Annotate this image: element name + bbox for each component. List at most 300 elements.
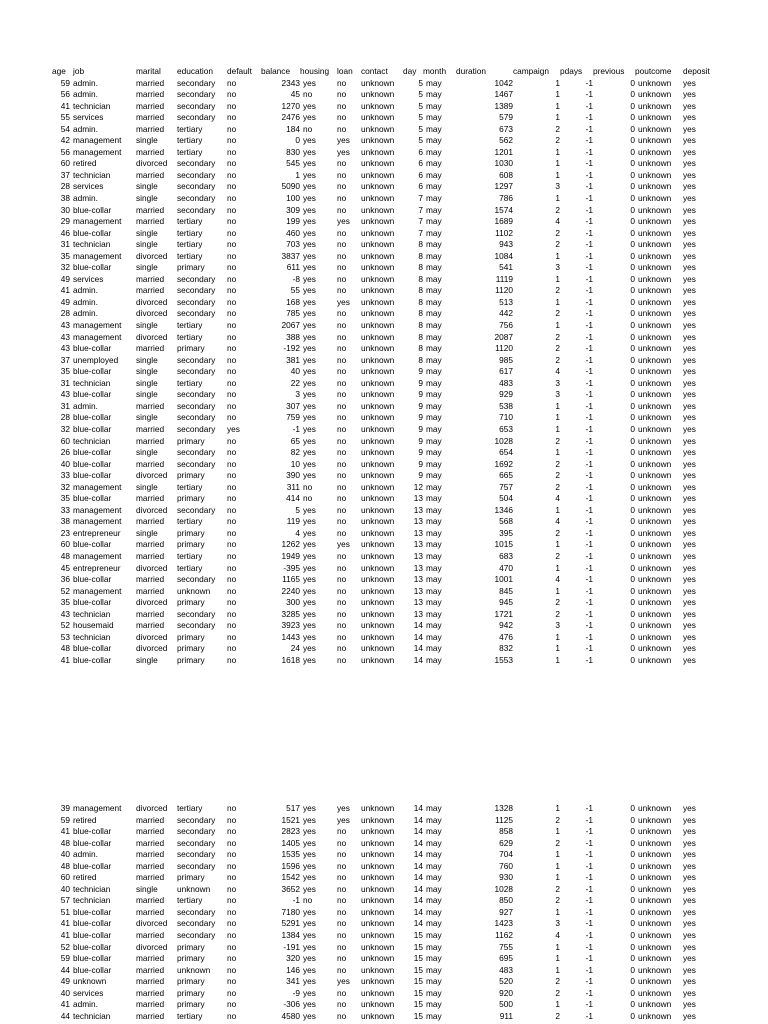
cell-duration: 1028 [494, 883, 513, 894]
table-row [52, 447, 723, 459]
cell-balance: 309 [286, 204, 300, 215]
cell-pdays: -1 [585, 883, 593, 894]
cell-age: 43 [60, 608, 70, 619]
cell-job: blue-collar [73, 918, 112, 929]
cell-marital: single [136, 262, 158, 273]
cell-campaign: 1 [555, 504, 560, 515]
cell-deposit: yes [683, 262, 696, 273]
cell-previous: 0 [630, 227, 635, 238]
cell-housing: yes [303, 239, 316, 250]
cell-housing: yes [303, 470, 316, 481]
cell-day: 13 [413, 504, 423, 515]
cell-previous: 0 [630, 814, 635, 825]
cell-job: admin. [73, 999, 98, 1010]
cell-age: 33 [60, 470, 70, 481]
cell-campaign: 1 [555, 146, 560, 157]
cell-poutcome: unknown [638, 481, 672, 492]
cell-loan: no [337, 250, 347, 261]
cell-month: may [426, 643, 442, 654]
cell-education: tertiary [177, 550, 203, 561]
cell-pdays: -1 [585, 389, 593, 400]
header-marital: marital [136, 66, 161, 76]
cell-previous: 0 [630, 135, 635, 146]
cell-age: 52 [60, 941, 70, 952]
cell-campaign: 1 [555, 631, 560, 642]
cell-default: no [227, 620, 237, 631]
cell-day: 14 [413, 918, 423, 929]
cell-previous: 0 [630, 562, 635, 573]
cell-age: 44 [60, 1010, 70, 1021]
cell-loan: no [337, 631, 347, 642]
cell-balance: 2067 [281, 320, 300, 331]
cell-month: may [426, 585, 442, 596]
cell-month: may [426, 366, 442, 377]
cell-job: technician [73, 883, 111, 894]
cell-poutcome: unknown [638, 389, 672, 400]
cell-previous: 0 [630, 377, 635, 388]
cell-campaign: 1 [555, 941, 560, 952]
cell-education: secondary [177, 504, 216, 515]
cell-campaign: 2 [555, 976, 560, 987]
cell-previous: 0 [630, 987, 635, 998]
cell-education: tertiary [177, 239, 203, 250]
cell-contact: unknown [361, 941, 395, 952]
cell-housing: yes [303, 976, 316, 987]
cell-loan: no [337, 389, 347, 400]
cell-campaign: 2 [555, 308, 560, 319]
cell-job: admin. [73, 123, 98, 134]
cell-duration: 1120 [495, 343, 513, 354]
cell-month: may [426, 193, 442, 204]
cell-job: blue-collar [73, 941, 112, 952]
cell-previous: 0 [630, 527, 635, 538]
cell-education: secondary [177, 423, 216, 434]
cell-loan: no [337, 999, 347, 1010]
cell-month: may [426, 620, 442, 631]
cell-job: services [73, 181, 104, 192]
cell-default: no [227, 135, 237, 146]
table-row [52, 953, 723, 965]
cell-marital: single [136, 354, 158, 365]
cell-pdays: -1 [585, 906, 593, 917]
cell-balance: 703 [286, 239, 300, 250]
cell-campaign: 1 [555, 296, 560, 307]
cell-poutcome: unknown [638, 216, 672, 227]
cell-education: primary [177, 343, 205, 354]
cell-marital: married [136, 999, 165, 1010]
cell-default: no [227, 930, 237, 941]
cell-job: blue-collar [73, 412, 112, 423]
cell-previous: 0 [630, 631, 635, 642]
cell-job: admin. [73, 296, 98, 307]
cell-duration: 1119 [495, 273, 513, 284]
cell-previous: 0 [630, 964, 635, 975]
cell-poutcome: unknown [638, 895, 672, 906]
table-row [52, 482, 723, 494]
cell-day: 8 [418, 285, 423, 296]
cell-campaign: 2 [555, 987, 560, 998]
cell-poutcome: unknown [638, 100, 672, 111]
cell-job: services [73, 987, 104, 998]
cell-age: 31 [60, 239, 70, 250]
cell-day: 13 [413, 608, 423, 619]
cell-balance: 146 [286, 964, 300, 975]
cell-education: secondary [177, 574, 216, 585]
cell-housing: yes [303, 77, 316, 88]
cell-marital: married [136, 608, 165, 619]
cell-duration: 832 [499, 643, 513, 654]
cell-previous: 0 [630, 100, 635, 111]
cell-housing: yes [303, 987, 316, 998]
cell-month: may [426, 343, 442, 354]
cell-education: primary [177, 539, 205, 550]
cell-loan: no [337, 597, 347, 608]
cell-housing: no [303, 123, 313, 134]
cell-loan: no [337, 204, 347, 215]
cell-campaign: 1 [555, 423, 560, 434]
cell-contact: unknown [361, 412, 395, 423]
cell-education: primary [177, 999, 205, 1010]
cell-deposit: yes [683, 516, 696, 527]
cell-marital: married [136, 100, 165, 111]
cell-deposit: yes [683, 930, 696, 941]
cell-contact: unknown [361, 883, 395, 894]
cell-poutcome: unknown [638, 814, 672, 825]
table-row [52, 158, 723, 170]
cell-job: management [73, 550, 122, 561]
cell-day: 5 [418, 135, 423, 146]
cell-month: may [426, 872, 442, 883]
cell-campaign: 4 [555, 574, 560, 585]
cell-loan: no [337, 895, 347, 906]
cell-deposit: yes [683, 100, 696, 111]
cell-campaign: 1 [555, 906, 560, 917]
cell-job: management [73, 320, 122, 331]
cell-education: secondary [177, 296, 216, 307]
cell-age: 28 [60, 181, 70, 192]
cell-contact: unknown [361, 504, 395, 515]
cell-marital: married [136, 169, 165, 180]
cell-loan: yes [337, 976, 350, 987]
cell-education: secondary [177, 849, 216, 860]
header-day: day [403, 66, 417, 76]
cell-marital: single [136, 377, 158, 388]
cell-housing: yes [303, 320, 316, 331]
header-deposit: deposit [683, 66, 710, 76]
cell-loan: yes [337, 539, 350, 550]
cell-month: may [426, 262, 442, 273]
cell-duration: 929 [499, 389, 513, 400]
cell-default: no [227, 585, 237, 596]
cell-education: secondary [177, 169, 216, 180]
cell-job: management [73, 481, 122, 492]
cell-month: may [426, 504, 442, 515]
cell-job: technician [73, 895, 111, 906]
header-month: month [423, 66, 447, 76]
cell-loan: no [337, 320, 347, 331]
table-row [52, 436, 723, 448]
cell-poutcome: unknown [638, 504, 672, 515]
table-row [52, 135, 723, 147]
cell-duration: 757 [499, 481, 513, 492]
cell-housing: yes [303, 608, 316, 619]
cell-marital: married [136, 285, 165, 296]
cell-default: no [227, 193, 237, 204]
cell-poutcome: unknown [638, 953, 672, 964]
cell-loan: no [337, 366, 347, 377]
cell-pdays: -1 [585, 872, 593, 883]
cell-education: secondary [177, 308, 216, 319]
cell-contact: unknown [361, 574, 395, 585]
cell-contact: unknown [361, 239, 395, 250]
cell-deposit: yes [683, 941, 696, 952]
cell-loan: no [337, 516, 347, 527]
cell-duration: 1689 [494, 216, 513, 227]
cell-job: management [73, 504, 122, 515]
cell-age: 60 [60, 872, 70, 883]
cell-campaign: 2 [555, 343, 560, 354]
cell-previous: 0 [630, 320, 635, 331]
cell-campaign: 2 [555, 895, 560, 906]
cell-day: 6 [418, 169, 423, 180]
cell-job: blue-collar [73, 654, 112, 665]
cell-duration: 1001 [494, 574, 513, 585]
cell-campaign: 1 [555, 964, 560, 975]
cell-default: no [227, 470, 237, 481]
cell-month: may [426, 285, 442, 296]
cell-loan: no [337, 400, 347, 411]
cell-deposit: yes [683, 987, 696, 998]
data-table-top [52, 66, 723, 666]
cell-marital: married [136, 814, 165, 825]
cell-deposit: yes [683, 308, 696, 319]
cell-education: secondary [177, 412, 216, 423]
cell-contact: unknown [361, 100, 395, 111]
cell-pdays: -1 [585, 204, 593, 215]
cell-age: 23 [60, 527, 70, 538]
cell-housing: yes [303, 872, 316, 883]
cell-job: retired [73, 872, 97, 883]
cell-balance: 414 [286, 493, 300, 504]
cell-marital: married [136, 849, 165, 860]
cell-housing: yes [303, 389, 316, 400]
cell-deposit: yes [683, 354, 696, 365]
cell-day: 7 [418, 227, 423, 238]
cell-age: 41 [60, 918, 70, 929]
cell-age: 40 [60, 883, 70, 894]
cell-housing: yes [303, 1010, 316, 1021]
cell-default: no [227, 999, 237, 1010]
table-row [52, 930, 723, 942]
cell-marital: divorced [136, 296, 168, 307]
cell-default: no [227, 941, 237, 952]
table-row [52, 170, 723, 182]
cell-age: 48 [60, 860, 70, 871]
cell-duration: 500 [499, 999, 513, 1010]
cell-month: may [426, 423, 442, 434]
cell-default: no [227, 493, 237, 504]
cell-housing: yes [303, 585, 316, 596]
cell-pdays: -1 [585, 941, 593, 952]
header-pdays: pdays [560, 66, 583, 76]
header-default: default [227, 66, 252, 76]
cell-poutcome: unknown [638, 89, 672, 100]
cell-pdays: -1 [585, 423, 593, 434]
cell-pdays: -1 [585, 250, 593, 261]
cell-education: tertiary [177, 146, 203, 157]
cell-duration: 1084 [494, 250, 513, 261]
cell-default: no [227, 366, 237, 377]
cell-pdays: -1 [585, 953, 593, 964]
cell-loan: yes [337, 216, 350, 227]
cell-day: 9 [418, 389, 423, 400]
cell-contact: unknown [361, 400, 395, 411]
cell-housing: yes [303, 803, 316, 813]
table-row [52, 609, 723, 621]
cell-previous: 0 [630, 239, 635, 250]
cell-pdays: -1 [585, 539, 593, 550]
table-row [52, 849, 723, 861]
cell-balance: -9 [292, 987, 300, 998]
cell-job: technician [73, 377, 111, 388]
cell-loan: no [337, 562, 347, 573]
cell-duration: 943 [499, 239, 513, 250]
cell-job: management [73, 250, 122, 261]
cell-campaign: 2 [555, 123, 560, 134]
cell-previous: 0 [630, 389, 635, 400]
cell-loan: yes [337, 146, 350, 157]
cell-poutcome: unknown [638, 930, 672, 941]
cell-pdays: -1 [585, 320, 593, 331]
header-previous: previous [593, 66, 625, 76]
cell-housing: yes [303, 964, 316, 975]
cell-balance: 0 [295, 135, 300, 146]
cell-month: may [426, 860, 442, 871]
cell-campaign: 2 [555, 1010, 560, 1021]
cell-job: blue-collar [73, 574, 112, 585]
cell-previous: 0 [630, 77, 635, 88]
cell-campaign: 2 [555, 227, 560, 238]
cell-previous: 0 [630, 331, 635, 342]
cell-balance: 311 [286, 481, 300, 492]
cell-campaign: 2 [555, 204, 560, 215]
cell-previous: 0 [630, 296, 635, 307]
cell-deposit: yes [683, 412, 696, 423]
cell-default: no [227, 826, 237, 837]
cell-age: 30 [60, 204, 70, 215]
cell-housing: yes [303, 999, 316, 1010]
cell-contact: unknown [361, 654, 395, 665]
cell-loan: no [337, 550, 347, 561]
cell-contact: unknown [361, 123, 395, 134]
cell-campaign: 2 [555, 608, 560, 619]
cell-education: secondary [177, 285, 216, 296]
cell-loan: no [337, 574, 347, 585]
cell-loan: no [337, 941, 347, 952]
cell-marital: divorced [136, 331, 168, 342]
cell-deposit: yes [683, 964, 696, 975]
cell-default: no [227, 239, 237, 250]
cell-age: 35 [60, 597, 70, 608]
cell-education: tertiary [177, 481, 203, 492]
cell-deposit: yes [683, 447, 696, 458]
cell-marital: single [136, 239, 158, 250]
cell-pdays: -1 [585, 262, 593, 273]
cell-default: no [227, 643, 237, 654]
cell-loan: no [337, 100, 347, 111]
cell-housing: yes [303, 550, 316, 561]
cell-age: 59 [60, 814, 70, 825]
cell-age: 31 [60, 400, 70, 411]
cell-contact: unknown [361, 918, 395, 929]
cell-contact: unknown [361, 895, 395, 906]
cell-month: may [426, 574, 442, 585]
cell-poutcome: unknown [638, 135, 672, 146]
cell-default: no [227, 458, 237, 469]
cell-default: no [227, 631, 237, 642]
cell-pdays: -1 [585, 366, 593, 377]
cell-duration: 1297 [494, 181, 513, 192]
table-row [52, 551, 723, 563]
cell-education: primary [177, 597, 205, 608]
cell-job: blue-collar [73, 597, 112, 608]
cell-job: technician [73, 239, 111, 250]
cell-month: may [426, 964, 442, 975]
cell-day: 13 [413, 585, 423, 596]
cell-poutcome: unknown [638, 447, 672, 458]
cell-campaign: 3 [555, 181, 560, 192]
table-row [52, 574, 723, 586]
cell-pdays: -1 [585, 239, 593, 250]
cell-job: blue-collar [73, 493, 112, 504]
header-campaign: campaign [513, 66, 549, 76]
cell-previous: 0 [630, 423, 635, 434]
cell-age: 60 [60, 435, 70, 446]
cell-age: 49 [60, 976, 70, 987]
cell-balance: 1542 [281, 872, 300, 883]
cell-balance: 1596 [281, 860, 300, 871]
table-row [52, 89, 723, 101]
cell-default: no [227, 849, 237, 860]
cell-poutcome: unknown [638, 872, 672, 883]
cell-education: primary [177, 654, 205, 665]
cell-deposit: yes [683, 423, 696, 434]
cell-deposit: yes [683, 343, 696, 354]
cell-job: admin. [73, 400, 98, 411]
cell-job: technician [73, 169, 111, 180]
cell-duration: 942 [499, 620, 513, 631]
cell-loan: no [337, 308, 347, 319]
cell-previous: 0 [630, 608, 635, 619]
cell-age: 41 [60, 930, 70, 941]
cell-housing: yes [303, 883, 316, 894]
table-row [52, 942, 723, 954]
cell-default: no [227, 918, 237, 929]
cell-marital: single [136, 389, 158, 400]
cell-balance: 1535 [281, 849, 300, 860]
cell-marital: married [136, 872, 165, 883]
cell-loan: no [337, 193, 347, 204]
cell-duration: 513 [499, 296, 513, 307]
cell-education: primary [177, 987, 205, 998]
cell-day: 8 [418, 262, 423, 273]
cell-contact: unknown [361, 550, 395, 561]
cell-day: 14 [413, 849, 423, 860]
cell-previous: 0 [630, 826, 635, 837]
cell-deposit: yes [683, 320, 696, 331]
cell-housing: yes [303, 112, 316, 123]
table-row [52, 861, 723, 873]
